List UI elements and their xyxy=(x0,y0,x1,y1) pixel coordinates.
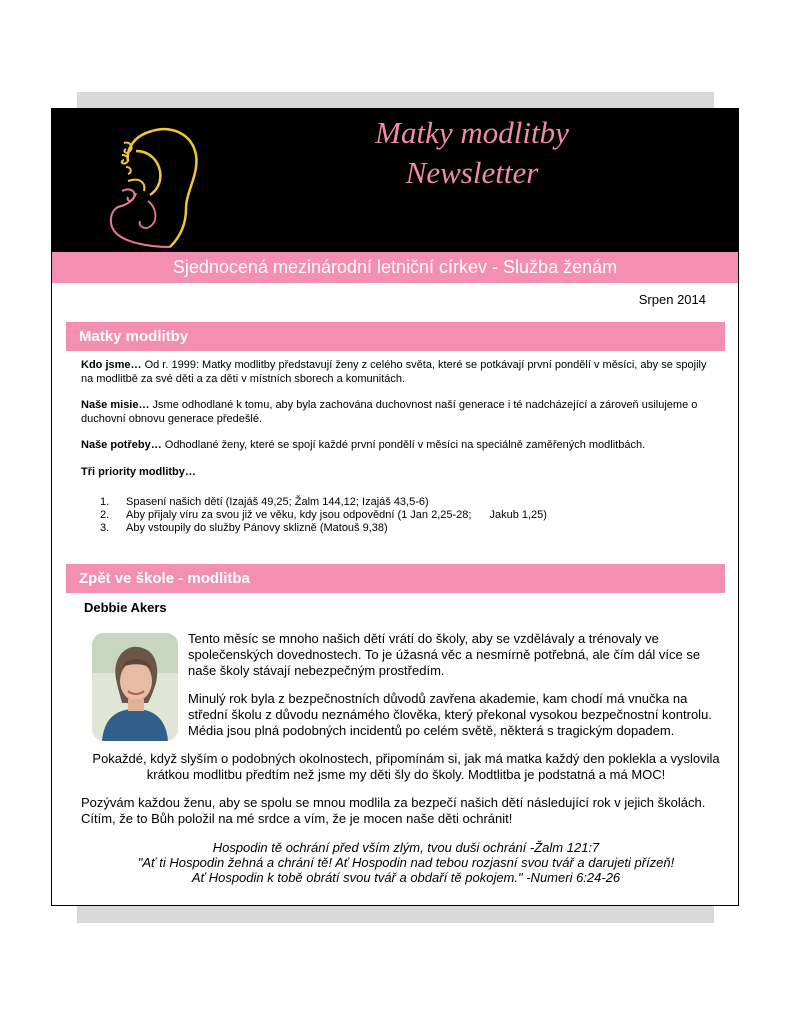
needs-paragraph xyxy=(81,438,721,452)
list-text: Aby přijaly víru za svou již ve věku, kdy jsou odpovědní (1 Jan 2,25-28; Jakub 1,25) xyxy=(126,509,547,521)
priorities-heading xyxy=(81,465,721,479)
list-item xyxy=(100,509,700,522)
list-text: Spasení našich dětí (Izajáš 49,25; Žalm 144,12; Izajáš 43,5-6) xyxy=(126,496,429,508)
decorative-bar-bottom xyxy=(77,905,714,923)
mission-paragraph xyxy=(81,398,721,426)
title-line-2: Newsletter xyxy=(405,155,539,190)
article-paragraph-1: Tento měsíc se mnoho našich dětí vrátí do školy, aby se vzdělávaly a trénovaly ve společenských dovednostech. To je úžasná věc a nesmírně potřebná, ale čím dál více se naše školy stávají nebezpečným prostředím. xyxy=(188,631,701,678)
section-heading-matky-modlitby: Matky modlitby xyxy=(66,322,725,351)
article-paragraph-3: Pokaždé, když slyším o podobných okolnostech, připomínám si, jak má matka každý den poklekla a vyslovila krátkou modlitbu předtím než jsme my děti šly do školy. Modtlitba je podstatná a má MOC! xyxy=(92,751,720,782)
quote-line-2: "Ať ti Hospodin žehná a chrání tě! Ať Hospodin nad tebou rozjasní svou tvář a darujeti přízeň! xyxy=(137,855,675,870)
list-item xyxy=(100,496,700,509)
who-text: Od r. 1999: Matky modlitby představují ženy z celého světa, které se potkávají první pondělí v měsíci, aby se spojily na modlitbě za své děti a za děti v místních sborech a komunitách. xyxy=(81,359,707,385)
who-label: Kdo jsme… xyxy=(81,359,142,371)
list-number: 2. xyxy=(100,509,110,521)
article-paragraph-4: Pozývám každou ženu, aby se spolu se mnou modlila za bezpečí našich dětí následující rok v jejich školách. Cítím, že to Bůh položil na mé srdce a vím, že je mocen naše děti ochránit! xyxy=(81,795,706,826)
article-author: Debbie Akers xyxy=(84,600,167,615)
quote-line-3: Ať Hospodin k tobě obrátí svou tvář a obdaří tě pokojem." -Numeri 6:24-26 xyxy=(191,870,621,885)
masthead xyxy=(52,109,738,252)
issue-date: Srpen 2014 xyxy=(638,292,706,307)
list-number: 1. xyxy=(100,496,110,508)
quote-line-1: Hospodin tě ochrání před vším zlým, tvou duši ochrání -Žalm 121:7 xyxy=(212,840,600,855)
mission-label: Naše misie… xyxy=(81,399,150,411)
needs-text: Odhodlané ženy, které se spojí každé první pondělí v měsíci na speciálně zaměřených modlitbách. xyxy=(161,439,646,451)
needs-label: Naše potřeby… xyxy=(81,439,162,451)
list-number: 3. xyxy=(100,522,110,534)
priorities-list xyxy=(100,496,700,535)
author-portrait xyxy=(92,633,178,741)
list-text: Aby vstoupily do služby Pánovy sklizně (Matouš 9,38) xyxy=(126,522,388,534)
scripture-quote xyxy=(81,840,731,885)
mission-text: Jsme odhodlané k tomu, aby byla zachována duchovnost naší generace i té nadcházející a zároveň usilujeme o duchovní obnovu generace předešlé. xyxy=(81,399,698,425)
list-item xyxy=(100,522,700,535)
mother-and-child-logo-icon xyxy=(100,121,210,251)
newsletter-page xyxy=(51,108,739,906)
priorities-label: Tři priority modlitby… xyxy=(81,466,196,478)
newsletter-title xyxy=(302,113,642,193)
who-we-are-paragraph xyxy=(81,358,721,386)
portrait-illustration xyxy=(92,633,178,741)
section-heading-back-to-school: Zpět ve škole - modlitba xyxy=(66,564,725,593)
organization-band: Sjednocená mezinárodní letniční církev - Služba ženám xyxy=(52,252,738,283)
article-paragraph-2: Minulý rok byla z bezpečnostních důvodů zavřena akademie, kam chodí má vnučka na střední školu z důvodu neznámého člověka, který překonal vysokou bezpečnostní kontrolu. Média jsou plná podobných incidentů po celém světě, některá s tragickým dopadem. xyxy=(188,691,712,738)
title-line-1: Matky modlitby xyxy=(375,115,569,150)
